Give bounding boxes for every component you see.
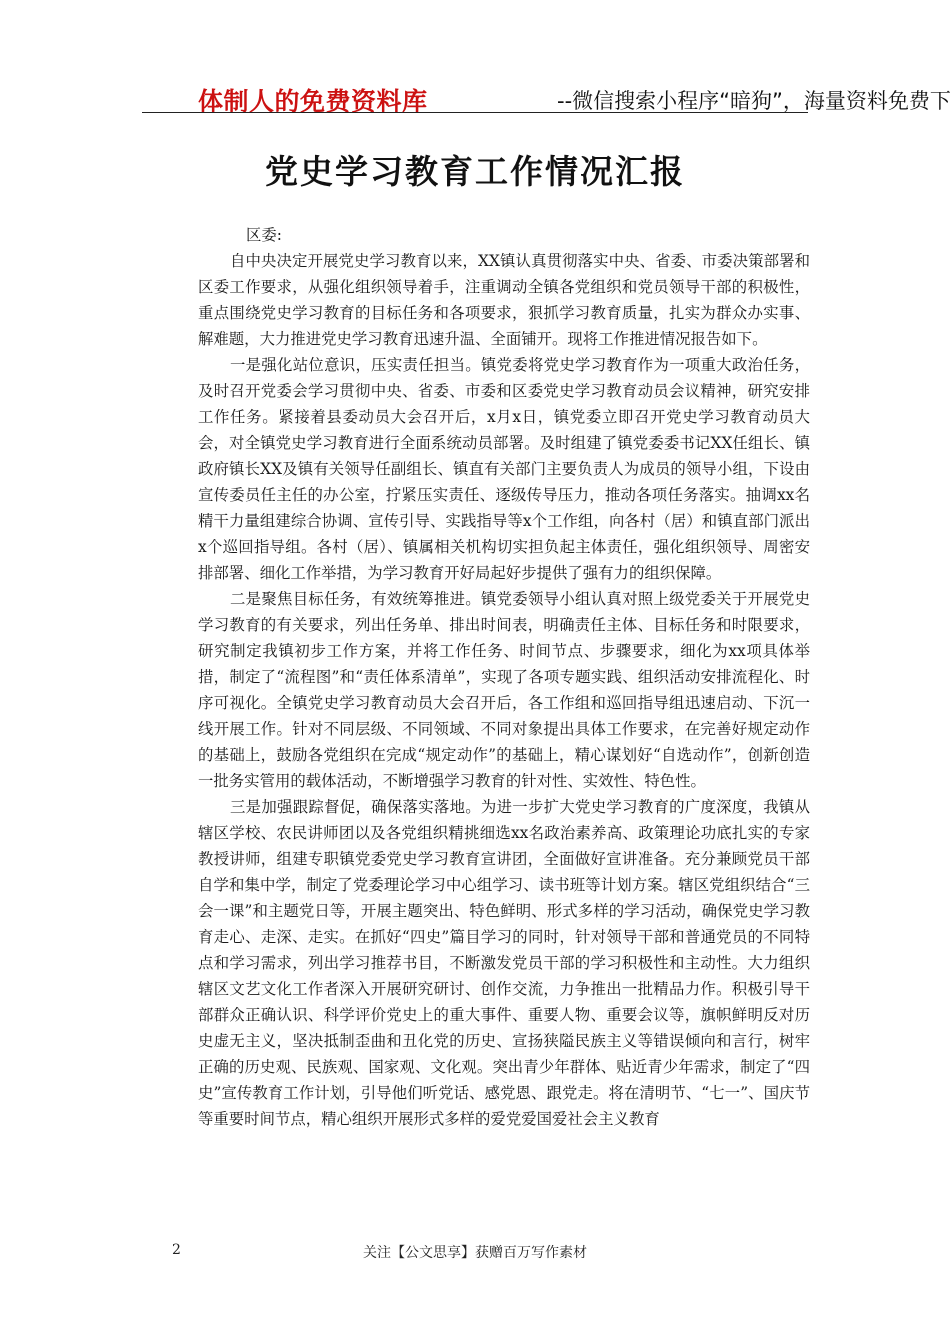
page-number: 2 xyxy=(172,1242,181,1258)
banner-site-name: 体制人的免费资料库 xyxy=(198,87,428,116)
paragraph-section-2: 二是聚焦目标任务，有效统筹推进。镇党委领导小组认真对照上级党委关于开展党史学习教育的有关要求，列出任务单、排出时间表，明确责任主体、目标任务和时限要求，研究制定我镇初步工作方案，并将工作任务、时间节点、步骤要求，细化为xx项具体举措，制定了“流程图”和“责任体系清单”，实现了各项专题实践、组织活动安排流程化、时序可视化。全镇党史学习教育动员大会召开后，各工作组和巡回指导组迅速启动、下沉一线开展工作。针对不同层级、不同领域、不同对象提出具体工作要求，在完善好规定动作的基础上，鼓励各党组织在完成“规定动作”的基础上，精心谋划好“自选动作”，创新创造一批务实管用的载体活动，不断增强学习教育的针对性、实效性、特色性。 xyxy=(198,590,810,790)
document-body xyxy=(198,222,810,1132)
header-divider xyxy=(142,112,808,113)
paragraph-section-3: 三是加强跟踪督促，确保落实落地。为进一步扩大党史学习教育的广度深度，我镇从辖区学校、农民讲师团以及各党组织精挑细选xx名政治素养高、政策理论功底扎实的专家教授讲师，组建专职镇党委党史学习教育宣讲团，全面做好宣讲准备。充分兼顾党员干部自学和集中学，制定了党委理论学习中心组学习、读书班等计划方案。辖区党组织结合“三会一课”和主题党日等，开展主题突出、特色鲜明、形式多样的学习活动，确保党史学习教育走心、走深、走实。在抓好“四史”篇目学习的同时，针对领导干部和普通党员的不同特点和学习需求，列出学习推荐书目，不断激发党员干部的学习积极性和主动性。大力组织辖区文艺文化工作者深入开展研究研讨、创作交流，力争推出一批精品力作。积极引导干部群众正确认识、科学评价党史上的重大事件、重要人物、重要会议等，旗帜鲜明反对历史虚无主义，坚决抵制歪曲和丑化党的历史、宣扬狭隘民族主义等错误倾向和言行，树牢正确的历史观、民族观、国家观、文化观。突出青少年群体、贴近青少年需求，制定了“四史”宣传教育工作计划，引导他们听党话、感党恩、跟党走。将在清明节、“七一”、国庆节等重要时间节点，精心组织开展形式多样的爱党爱国爱社会主义教育 xyxy=(198,798,810,1128)
paragraph-intro: 自中央决定开展党史学习教育以来，XX镇认真贯彻落实中央、省委、市委决策部署和区委工作要求，从强化组织领导着手，注重调动全镇各党组织和党员领导干部的积极性，重点围绕党史学习教育的目标任务和各项要求，狠抓学习教育质量，扎实为群众办实事、解难题，大力推进党史学习教育迅速升温、全面铺开。现将工作推进情况报告如下。 xyxy=(198,252,810,348)
banner-promo-text: --微信搜索小程序“暗狗”，海量资料免费下 xyxy=(557,89,951,113)
paragraph-section-1: 一是强化站位意识，压实责任担当。镇党委将党史学习教育作为一项重大政治任务，及时召开党委会学习贯彻中央、省委、市委和区委党史学习教育动员会议精神，研究安排工作任务。紧接着县委动员大会召开后，x月x日，镇党委立即召开党史学习教育动员大会，对全镇党史学习教育进行全面系统动员部署。及时组建了镇党委委书记XX任组长、镇政府镇长XX及镇有关领导任副组长、镇直有关部门主要负责人为成员的领导小组，下设由宣传委员任主任的办公室，拧紧压实责任、逐级传导压力，推动各项任务落实。抽调xx名精干力量组建综合协调、宣传引导、实践指导等x个工作组，向各村（居）和镇直部门派出x个巡回指导组。各村（居）、镇属相关机构切实担负起主体责任，强化组织领导、周密安排部署、细化工作举措，为学习教育开好局起好步提供了强有力的组织保障。 xyxy=(198,356,810,582)
salutation: 区委: xyxy=(246,226,282,244)
document-title: 党史学习教育工作情况汇报 xyxy=(265,152,685,191)
footer-note: 关注【公文思享】获赠百万写作素材 xyxy=(363,1245,587,1261)
